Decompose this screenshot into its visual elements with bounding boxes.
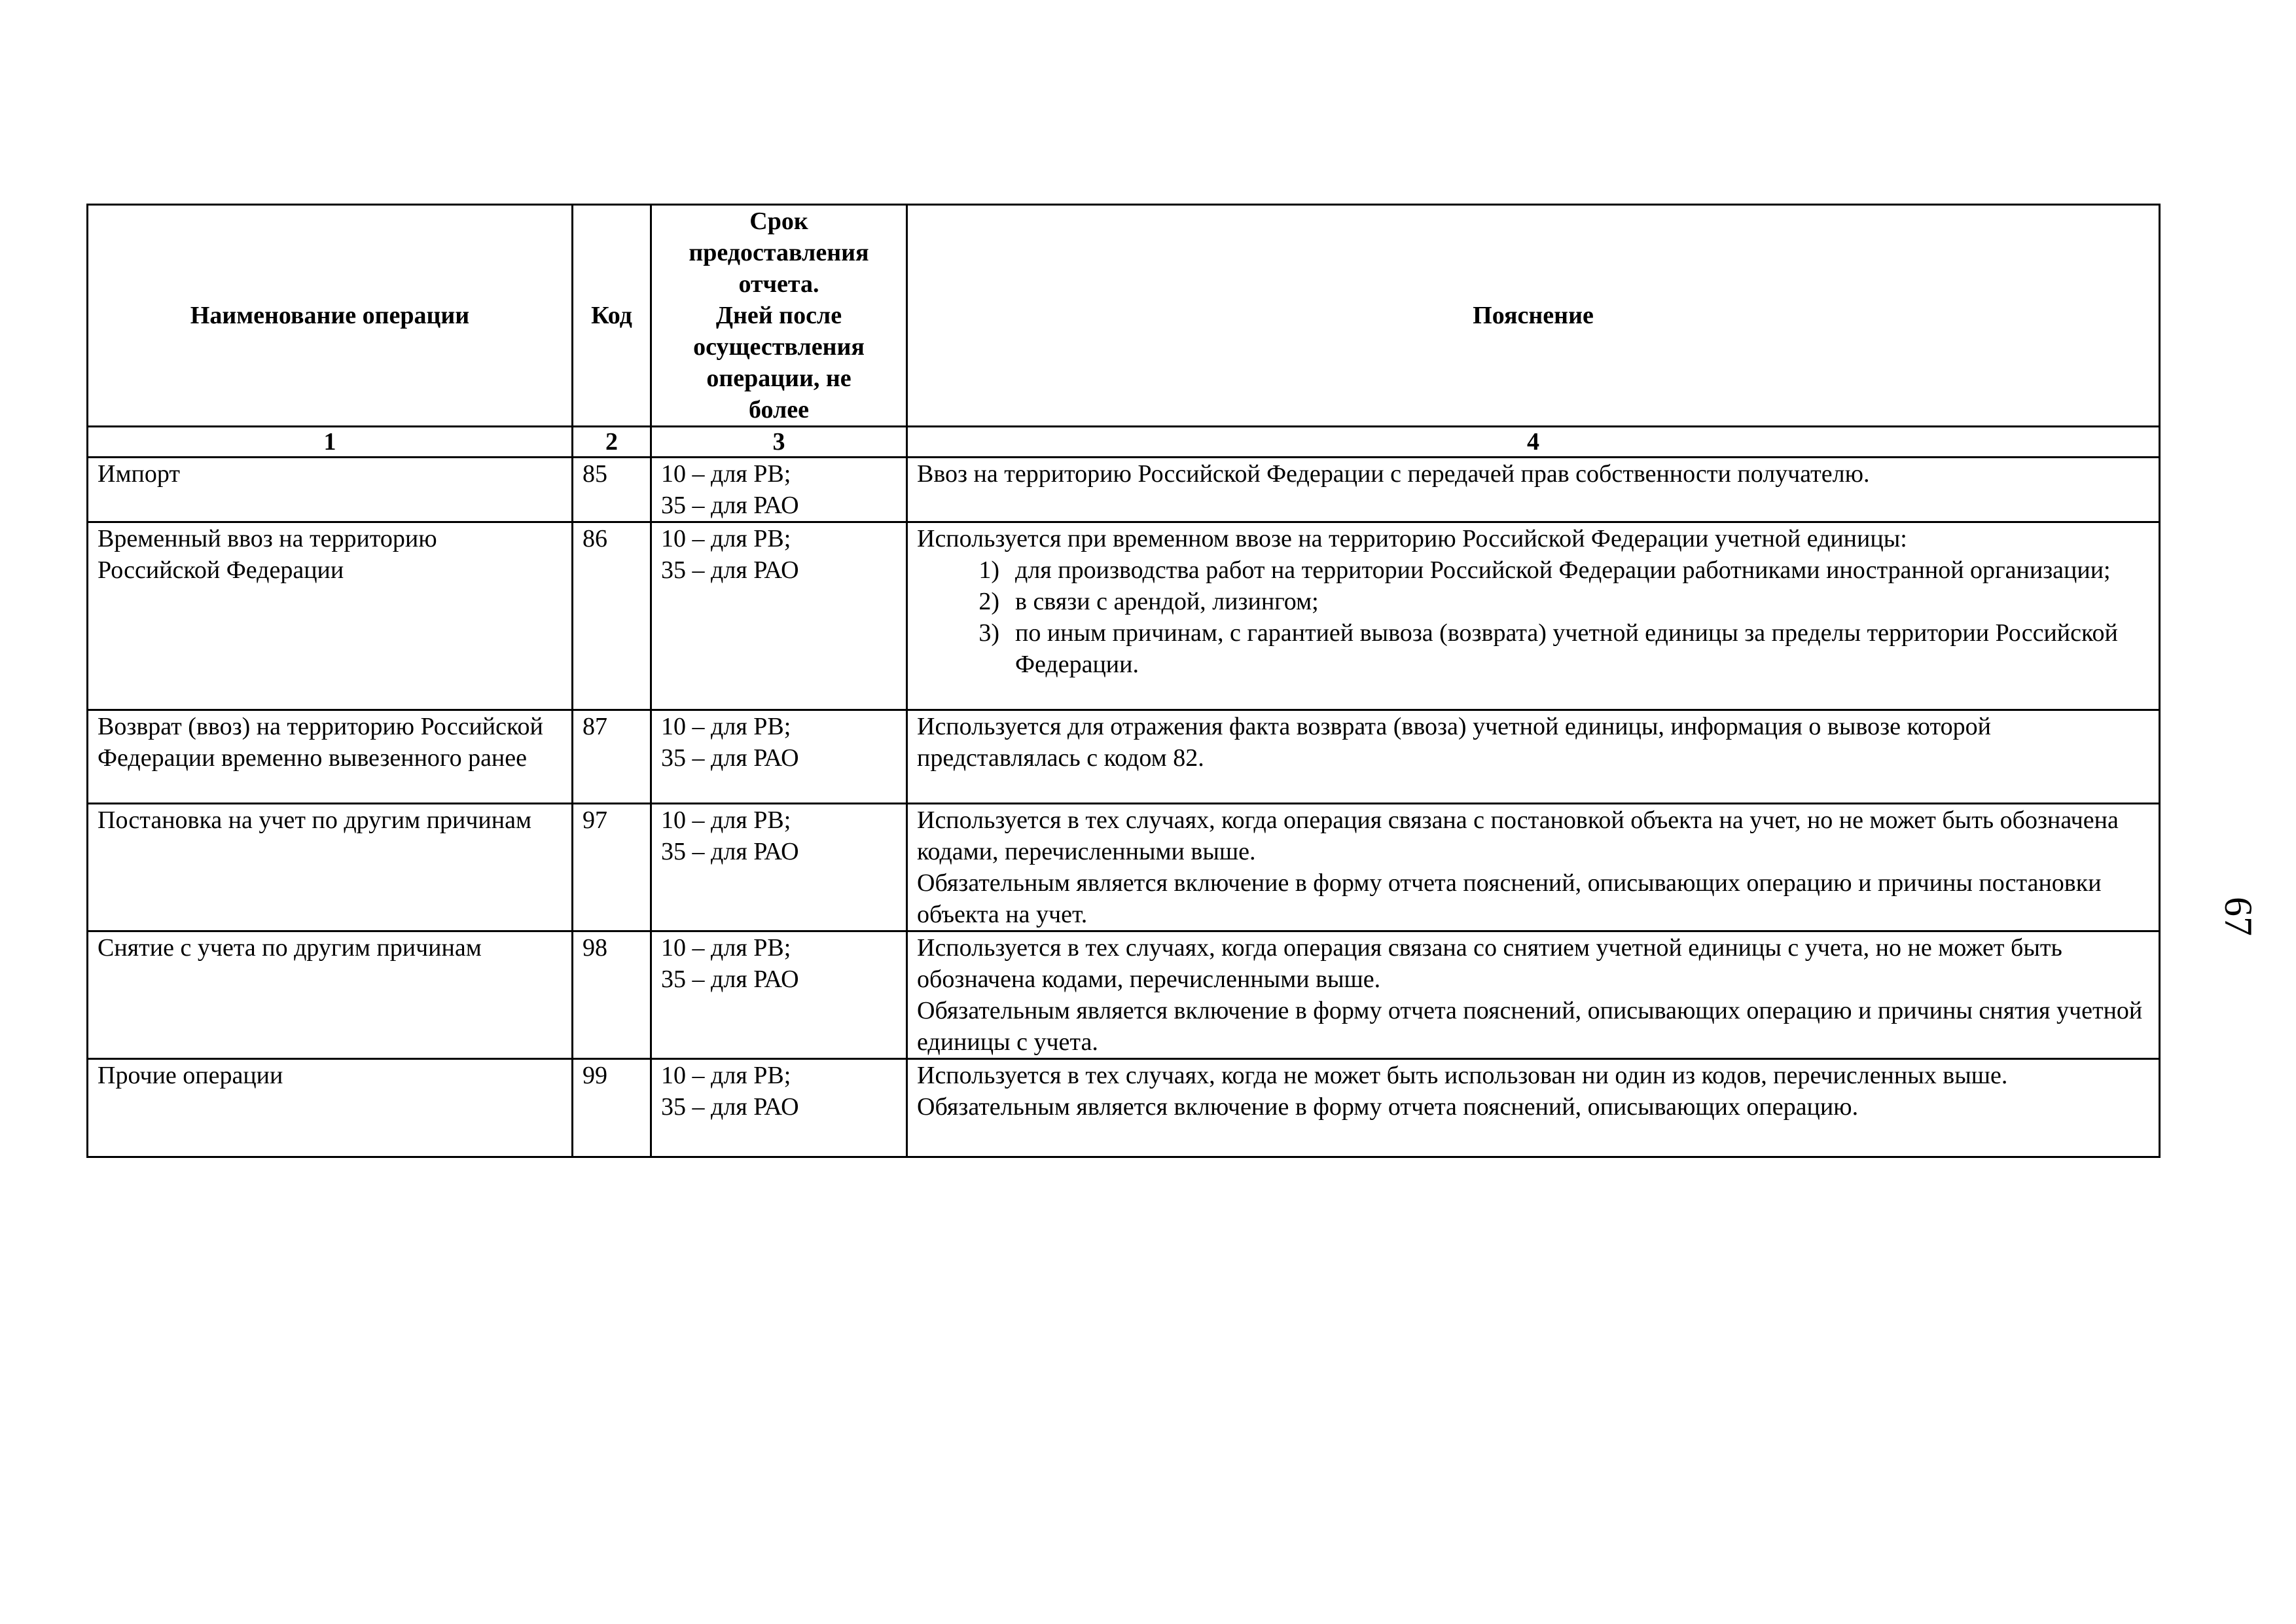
explanation-paragraph: Обязательным является включение в форму отчета пояснений, описывающих операцию и причины постановки объекта на учет.: [917, 869, 2102, 928]
operation-name: Постановка на учет по другим причинам: [98, 806, 532, 834]
operation-name: Возврат (ввоз) на территорию Российской Федерации временно вывезенного ранее: [98, 713, 543, 772]
explanation-paragraph: Используется для отражения факта возврата (ввоза) учетной единицы, информация о вывозе которой представлялась с кодом 82.: [917, 713, 1991, 772]
list-item: [978, 554, 2149, 586]
list-item-text: по иным причинам, с гарантией вывоза (возврата) учетной единицы за пределы территории Российской Федерации.: [1015, 619, 2118, 678]
operation-name: Временный ввоз на территорию Российской Федерации: [98, 525, 437, 584]
deadline-cell: [651, 710, 907, 804]
operation-name: Снятие с учета по другим причинам: [98, 934, 482, 962]
operation-code: 99: [573, 1059, 651, 1157]
explanation-cell: [907, 522, 2160, 710]
list-item-text: для производства работ на территории Российской Федерации работниками иностранной организации;: [1015, 556, 2111, 584]
operation-code: 87: [573, 710, 651, 804]
deadline-cell: [651, 931, 907, 1059]
deadline-line: 10 – для РВ;: [661, 460, 791, 488]
header-explanation: Пояснение: [907, 205, 2160, 427]
deadline-line: 35 – для РАО: [661, 1093, 799, 1121]
operations-table: [86, 204, 2161, 1158]
operation-code: 85: [573, 458, 651, 522]
explanation-cell: [907, 1059, 2160, 1157]
operation-name-cell: [88, 804, 573, 931]
list-item-number: 3): [978, 619, 999, 647]
column-number: 2: [573, 427, 651, 458]
explanation-paragraph: Обязательным является включение в форму отчета пояснений, описывающих операцию.: [917, 1093, 1859, 1121]
deadline-line: 10 – для РВ;: [661, 525, 791, 552]
column-number: 3: [651, 427, 907, 458]
column-number: 1: [88, 427, 573, 458]
table-row: [88, 458, 2160, 522]
list-item: [978, 617, 2149, 680]
list-item-text: в связи с арендой, лизингом;: [1015, 588, 1319, 615]
operation-code: 97: [573, 804, 651, 931]
explanation-paragraph: Используется в тех случаях, когда операция связана со снятием учетной единицы с учета, но не может быть обозначена кодами, перечисленными выше.: [917, 934, 2062, 993]
deadline-cell: [651, 1059, 907, 1157]
header-code: Код: [573, 205, 651, 427]
explanation-paragraph: Используется при временном ввозе на территорию Российской Федерации учетной единицы:: [917, 525, 1907, 552]
operation-name-cell: [88, 931, 573, 1059]
deadline-line: 10 – для РВ;: [661, 934, 791, 962]
deadline-cell: [651, 458, 907, 522]
header-row: [88, 205, 2160, 427]
operation-name-cell: [88, 1059, 573, 1157]
explanation-paragraph: Обязательным является включение в форму отчета пояснений, описывающих операцию и причины снятия учетной единицы с учета.: [917, 997, 2143, 1056]
operation-name: Импорт: [98, 460, 180, 488]
operation-name-cell: [88, 710, 573, 804]
deadline-line: 35 – для РАО: [661, 744, 799, 772]
deadline-cell: [651, 522, 907, 710]
column-number: 4: [907, 427, 2160, 458]
explanation-cell: [907, 804, 2160, 931]
table-row: [88, 931, 2160, 1059]
explanation-paragraph: Используется в тех случаях, когда не может быть использован ни один из кодов, перечисленных выше.: [917, 1062, 2008, 1089]
deadline-line: 35 – для РАО: [661, 965, 799, 993]
table-row: [88, 1059, 2160, 1157]
deadline-line: 10 – для РВ;: [661, 806, 791, 834]
list-item-number: 1): [978, 556, 999, 584]
deadline-line: 35 – для РАО: [661, 556, 799, 584]
deadline-cell: [651, 804, 907, 931]
reasons-list: [917, 554, 2149, 680]
deadline-line: 10 – для РВ;: [661, 1062, 791, 1089]
explanation-cell: [907, 710, 2160, 804]
deadline-line: 35 – для РАО: [661, 838, 799, 865]
page-number: 67: [2217, 897, 2260, 936]
deadline-line: 10 – для РВ;: [661, 713, 791, 740]
header-deadline: Срок предоставления отчета. Дней после осуществления операции, не более: [651, 205, 907, 427]
explanation-paragraph: Используется в тех случаях, когда операция связана с постановкой объекта на учет, но не может быть обозначена кодами, перечисленными выше.: [917, 806, 2119, 865]
explanation-cell: [907, 458, 2160, 522]
operation-name-cell: [88, 522, 573, 710]
operation-code: 86: [573, 522, 651, 710]
list-item: [978, 586, 2149, 617]
column-number-row: [88, 427, 2160, 458]
table-body: [88, 458, 2160, 1157]
explanation-cell: [907, 931, 2160, 1059]
operation-name-cell: [88, 458, 573, 522]
operation-code: 98: [573, 931, 651, 1059]
table-row: [88, 522, 2160, 710]
table-row: [88, 710, 2160, 804]
header-name: Наименование операции: [88, 205, 573, 427]
explanation-paragraph: Ввоз на территорию Российской Федерации с передачей прав собственности получателю.: [917, 460, 1870, 488]
table-row: [88, 804, 2160, 931]
list-item-number: 2): [978, 588, 999, 615]
deadline-line: 35 – для РАО: [661, 492, 799, 519]
operation-name: Прочие операции: [98, 1062, 283, 1089]
